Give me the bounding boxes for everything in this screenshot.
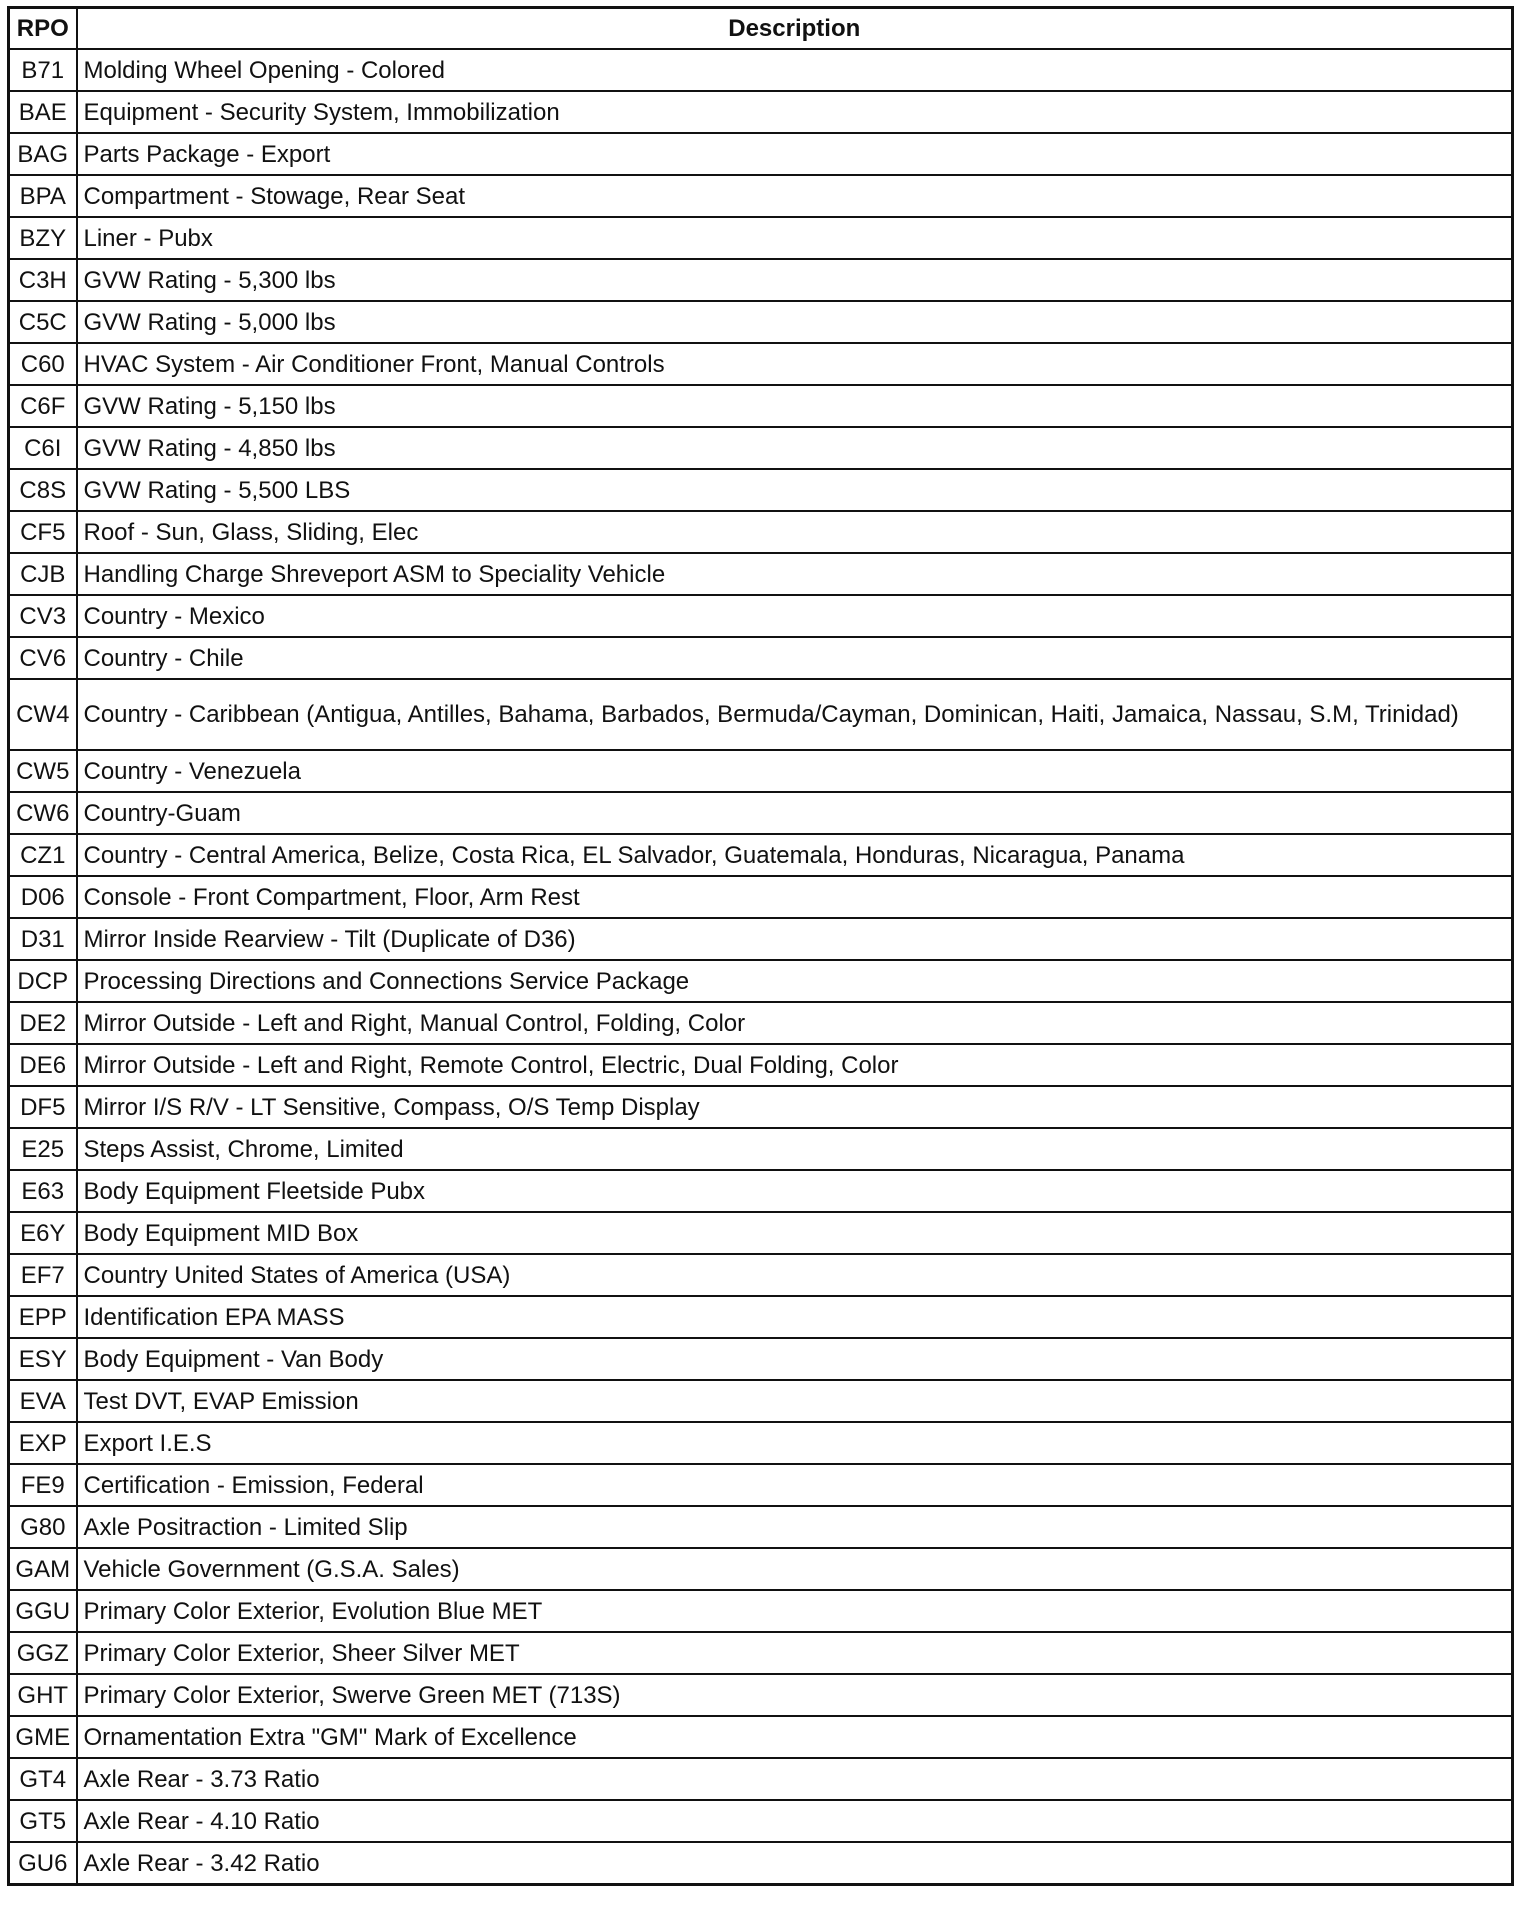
table-row — [9, 1548, 1513, 1590]
rpo-code-cell: CJB — [9, 553, 77, 595]
rpo-code-cell: E25 — [9, 1128, 77, 1170]
table-row — [9, 1422, 1513, 1464]
table-row — [9, 511, 1513, 553]
description-cell: Axle Rear - 4.10 Ratio — [77, 1800, 1513, 1842]
rpo-code-cell: B71 — [9, 49, 77, 91]
description-cell: Axle Rear - 3.42 Ratio — [77, 1842, 1513, 1885]
rpo-code-cell: CV6 — [9, 637, 77, 679]
table-row — [9, 1758, 1513, 1800]
table-row — [9, 553, 1513, 595]
description-cell: GVW Rating - 4,850 lbs — [77, 427, 1513, 469]
rpo-code-cell: GGU — [9, 1590, 77, 1632]
description-cell: Mirror Outside - Left and Right, Manual Control, Folding, Color — [77, 1002, 1513, 1044]
description-cell: Body Equipment Fleetside Pubx — [77, 1170, 1513, 1212]
table-row — [9, 469, 1513, 511]
description-cell: Axle Positraction - Limited Slip — [77, 1506, 1513, 1548]
rpo-code-cell: BZY — [9, 217, 77, 259]
table-row — [9, 637, 1513, 679]
rpo-code-cell: GME — [9, 1716, 77, 1758]
description-cell: Molding Wheel Opening - Colored — [77, 49, 1513, 91]
rpo-code-cell: C6F — [9, 385, 77, 427]
rpo-code-cell: GT5 — [9, 1800, 77, 1842]
description-cell: Country-Guam — [77, 792, 1513, 834]
table-row — [9, 679, 1513, 750]
table-row — [9, 1254, 1513, 1296]
rpo-code-cell: CZ1 — [9, 834, 77, 876]
rpo-code-cell: BAE — [9, 91, 77, 133]
description-cell: Country - Caribbean (Antigua, Antilles, Bahama, Barbados, Bermuda/Cayman, Dominican, Haiti, Jamaica, Nassau, S.M, Trinidad) — [77, 679, 1513, 750]
table-row — [9, 91, 1513, 133]
table-row — [9, 49, 1513, 91]
table-row — [9, 792, 1513, 834]
rpo-code-cell: EPP — [9, 1296, 77, 1338]
rpo-code-cell: C60 — [9, 343, 77, 385]
rpo-code-cell: E6Y — [9, 1212, 77, 1254]
description-cell: Country - Central America, Belize, Costa Rica, EL Salvador, Guatemala, Honduras, Nicaragua, Panama — [77, 834, 1513, 876]
description-cell: Body Equipment MID Box — [77, 1212, 1513, 1254]
description-cell: Body Equipment - Van Body — [77, 1338, 1513, 1380]
table-body — [9, 49, 1513, 1885]
rpo-code-cell: D31 — [9, 918, 77, 960]
rpo-code-cell: DE6 — [9, 1044, 77, 1086]
rpo-code-cell: FE9 — [9, 1464, 77, 1506]
table-row — [9, 1674, 1513, 1716]
table-row — [9, 1590, 1513, 1632]
description-cell: Country - Venezuela — [77, 750, 1513, 792]
description-cell: Primary Color Exterior, Evolution Blue MET — [77, 1590, 1513, 1632]
description-cell: Country United States of America (USA) — [77, 1254, 1513, 1296]
table-row — [9, 1632, 1513, 1674]
description-cell: Country - Mexico — [77, 595, 1513, 637]
rpo-code-cell: E63 — [9, 1170, 77, 1212]
rpo-code-cell: CW6 — [9, 792, 77, 834]
table-row — [9, 259, 1513, 301]
description-cell: GVW Rating - 5,000 lbs — [77, 301, 1513, 343]
rpo-column-header: RPO — [9, 8, 77, 50]
description-cell: GVW Rating - 5,500 LBS — [77, 469, 1513, 511]
rpo-code-cell: C3H — [9, 259, 77, 301]
rpo-code-cell: C6I — [9, 427, 77, 469]
description-cell: Liner - Pubx — [77, 217, 1513, 259]
description-cell: GVW Rating - 5,300 lbs — [77, 259, 1513, 301]
rpo-code-cell: EF7 — [9, 1254, 77, 1296]
description-cell: Test DVT, EVAP Emission — [77, 1380, 1513, 1422]
rpo-code-cell: GHT — [9, 1674, 77, 1716]
rpo-code-cell: EXP — [9, 1422, 77, 1464]
description-cell: Roof - Sun, Glass, Sliding, Elec — [77, 511, 1513, 553]
description-cell: Primary Color Exterior, Swerve Green MET (713S) — [77, 1674, 1513, 1716]
description-cell: Console - Front Compartment, Floor, Arm Rest — [77, 876, 1513, 918]
description-cell: Steps Assist, Chrome, Limited — [77, 1128, 1513, 1170]
table-row — [9, 834, 1513, 876]
description-cell: Primary Color Exterior, Sheer Silver MET — [77, 1632, 1513, 1674]
table-row — [9, 175, 1513, 217]
table-row — [9, 343, 1513, 385]
description-cell: Export I.E.S — [77, 1422, 1513, 1464]
table-row — [9, 595, 1513, 637]
table-row — [9, 1464, 1513, 1506]
rpo-code-cell: DF5 — [9, 1086, 77, 1128]
description-cell: Ornamentation Extra "GM" Mark of Excellence — [77, 1716, 1513, 1758]
table-row — [9, 960, 1513, 1002]
table-row — [9, 1716, 1513, 1758]
description-cell: Parts Package - Export — [77, 133, 1513, 175]
description-cell: Country - Chile — [77, 637, 1513, 679]
table-row — [9, 750, 1513, 792]
rpo-code-cell: DE2 — [9, 1002, 77, 1044]
description-cell: Compartment - Stowage, Rear Seat — [77, 175, 1513, 217]
description-cell: Mirror Outside - Left and Right, Remote Control, Electric, Dual Folding, Color — [77, 1044, 1513, 1086]
description-cell: Equipment - Security System, Immobilization — [77, 91, 1513, 133]
rpo-code-cell: C8S — [9, 469, 77, 511]
description-cell: Mirror Inside Rearview - Tilt (Duplicate of D36) — [77, 918, 1513, 960]
table-row — [9, 1842, 1513, 1885]
rpo-code-cell: ESY — [9, 1338, 77, 1380]
table-row — [9, 217, 1513, 259]
rpo-code-cell: BAG — [9, 133, 77, 175]
rpo-code-cell: C5C — [9, 301, 77, 343]
rpo-code-cell: GU6 — [9, 1842, 77, 1885]
description-cell: Axle Rear - 3.73 Ratio — [77, 1758, 1513, 1800]
table-row — [9, 385, 1513, 427]
rpo-code-cell: GAM — [9, 1548, 77, 1590]
table-row — [9, 1128, 1513, 1170]
description-cell: Mirror I/S R/V - LT Sensitive, Compass, O/S Temp Display — [77, 1086, 1513, 1128]
description-cell: Identification EPA MASS — [77, 1296, 1513, 1338]
table-row — [9, 1212, 1513, 1254]
rpo-table — [7, 6, 1514, 1886]
description-column-header: Description — [77, 8, 1513, 50]
rpo-code-cell: CF5 — [9, 511, 77, 553]
table-row — [9, 1380, 1513, 1422]
description-cell: Handling Charge Shreveport ASM to Speciality Vehicle — [77, 553, 1513, 595]
description-cell: GVW Rating - 5,150 lbs — [77, 385, 1513, 427]
rpo-code-cell: DCP — [9, 960, 77, 1002]
table-row — [9, 1296, 1513, 1338]
table-row — [9, 301, 1513, 343]
rpo-code-cell: CW4 — [9, 679, 77, 750]
description-cell: Processing Directions and Connections Service Package — [77, 960, 1513, 1002]
rpo-code-cell: BPA — [9, 175, 77, 217]
rpo-code-cell: GGZ — [9, 1632, 77, 1674]
table-row — [9, 1170, 1513, 1212]
table-row — [9, 1506, 1513, 1548]
description-cell: Vehicle Government (G.S.A. Sales) — [77, 1548, 1513, 1590]
description-cell: Certification - Emission, Federal — [77, 1464, 1513, 1506]
table-row — [9, 1800, 1513, 1842]
table-row — [9, 133, 1513, 175]
table-row — [9, 876, 1513, 918]
table-row — [9, 1044, 1513, 1086]
table-header-row — [9, 8, 1513, 50]
table-row — [9, 1002, 1513, 1044]
rpo-code-cell: EVA — [9, 1380, 77, 1422]
table-row — [9, 1338, 1513, 1380]
rpo-code-cell: GT4 — [9, 1758, 77, 1800]
rpo-code-cell: CW5 — [9, 750, 77, 792]
table-row — [9, 1086, 1513, 1128]
table-row — [9, 918, 1513, 960]
rpo-code-cell: G80 — [9, 1506, 77, 1548]
description-cell: HVAC System - Air Conditioner Front, Manual Controls — [77, 343, 1513, 385]
table-row — [9, 427, 1513, 469]
rpo-code-cell: D06 — [9, 876, 77, 918]
rpo-code-cell: CV3 — [9, 595, 77, 637]
